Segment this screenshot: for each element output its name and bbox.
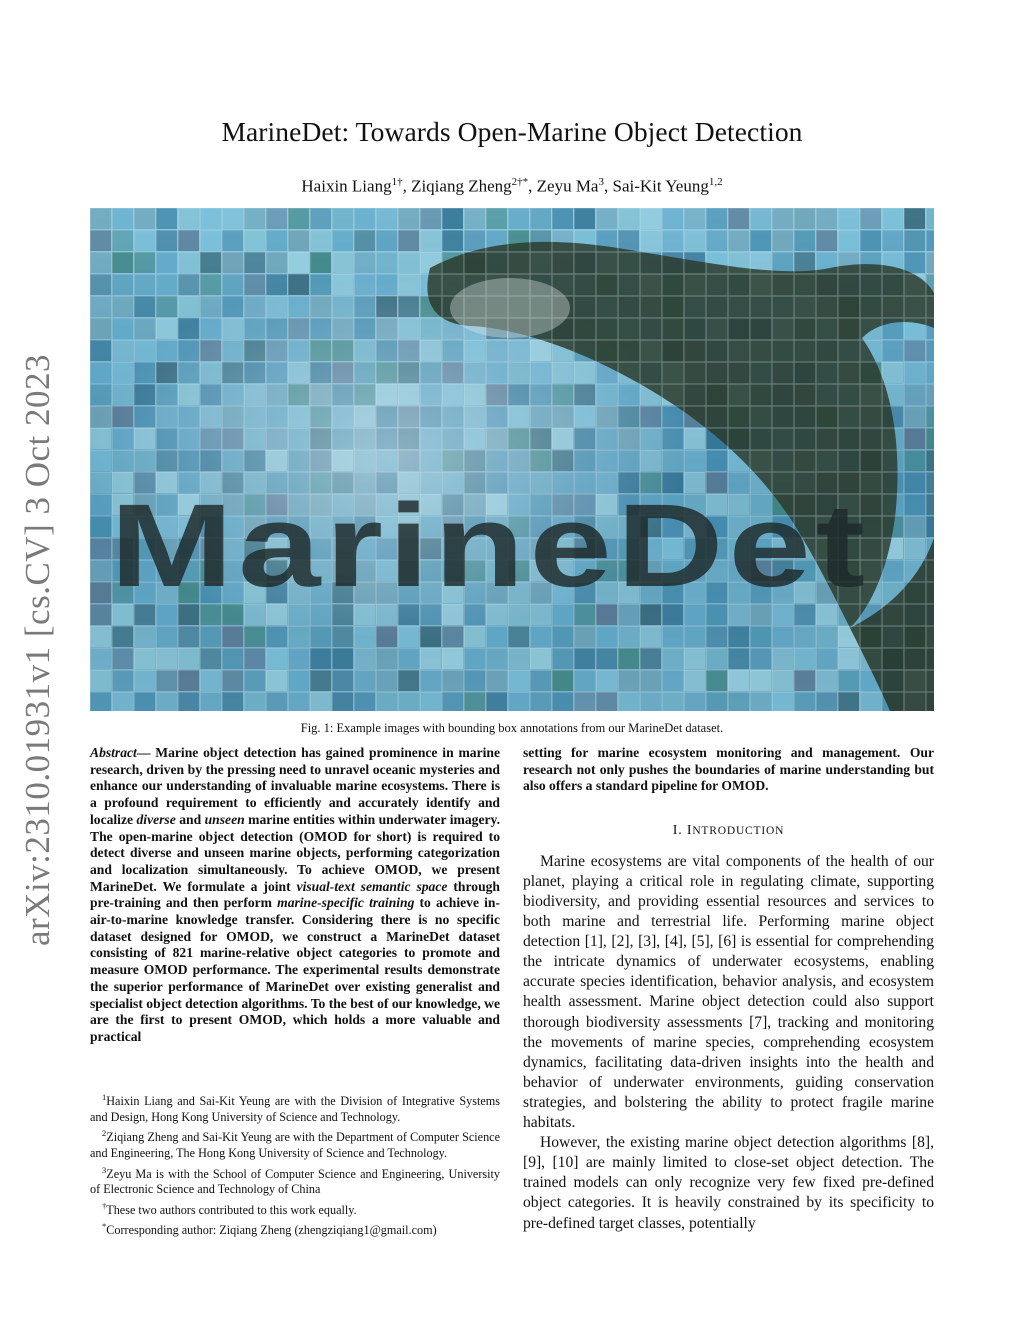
author-separator: , [402,176,412,196]
abstract-text: Marine object detection has gained prominence in marine research, driven by the pressing need to unravel oceanic mysteries and enhance our understanding of invaluable marine ecosystems. There is a profound requirement to efficiently and accurately identify and localize [90,745,500,827]
abstract-text: to achieve in-air-to-marine knowledge transfer. Considering there is no specific dataset designed for OMOD, we construct a MarineDet dataset consisting of 821 marine-relative object categories to promote and measure OMOD performance. The experimental results demonstrate the superior performance of MarineDet over existing generalist and specialist object detection algorithms. To the best of our knowledge, we are the first to present OMOD, which holds a more valuable and practical [90,895,500,1044]
footnote [90,1126,500,1161]
author-name: Sai-Kit Yeung [612,176,709,196]
abstract-emphasis: diverse [136,811,176,827]
mosaic-grid [90,208,934,711]
abstract-dash: — [136,745,151,760]
footnote-text: Haixin Liang and Sai-Kit Yeung are with the Division of Integrative Systems and Design, Hong Kong University of Science and Technology. [90,1094,500,1124]
arxiv-identifier: arXiv:2310.01931v1 [cs.CV] 3 Oct 2023 [18,353,57,947]
abstract-emphasis: marine-specific training [277,895,415,911]
author-separator: , [603,176,613,196]
abstract-text: marine entities within underwater imagery. The open-marine object detection (OMOD for short) is required to detect diverse and unseen marine objects, performing categorization and localization simultaneously. To achieve OMOD, we present MarineDet. We formulate a joint [90,811,500,894]
mosaic-image [90,208,934,711]
footnote-text: These two authors contributed to this work equally. [106,1202,357,1217]
footnote-text: Zeyu Ma is with the School of Computer Science and Engineering, University of Electronic Science and Technology of China [90,1166,500,1197]
abstract-text: through pre-training and then perform [90,878,500,911]
footnotes [90,1090,500,1240]
author-affiliation-mark: 1,2 [708,176,723,188]
footnote-text: Ziqiang Zheng and Sai-Kit Yeung are with the Department of Computer Science and Engineering, The Hong Kong University of Science and Technology. [90,1130,500,1160]
figure-caption: Fig. 1: Example images with bounding box annotations from our MarineDet dataset. [300,721,724,735]
abstract-text: and [175,811,205,827]
author-name: Ziqiang Zheng [411,176,512,196]
abstract-block [90,745,500,1046]
paper-title: MarineDet: Towards Open-Marine Object Detection [221,116,803,147]
section-initial: I [686,823,693,839]
section-numeral: I. [672,823,687,839]
section-heading [523,823,934,840]
author-name: Haixin Liang [301,176,392,196]
footnote [90,1090,500,1125]
footnote [90,1199,500,1219]
section-title-rest: NTRODUCTION [692,825,785,838]
abstract-emphasis: visual-text semantic space [296,878,448,894]
author-affiliation-mark: 2†* [511,176,529,188]
mosaic-watermark-text: MarineDet [110,480,870,612]
footnote-mark: * [102,1221,107,1232]
abstract-label: Abstract [90,745,137,760]
author-affiliation-mark: 3 [598,176,604,188]
footnote-mark: 2 [102,1128,107,1139]
footnote-mark: † [102,1200,107,1211]
footnote [90,1163,500,1198]
intro-paragraph: However, the existing marine object detection algorithms [8], [9], [10] are mainly limited to close-set object detection. The trained models can only recognize very few fixed pre-defined object categories. It is heavily constrained by its specificity to pre-defined target classes, potentially [523,1134,934,1232]
intro-paragraph: Marine ecosystems are vital components of the health of our planet, playing a critical role in regulating climate, supporting biodiversity, and providing essential resources and services to both marine and terrestrial life. Performing marine object detection [1], [2], [3], [4], [5], [6] is essential for comprehending the intricate dynamics of underwater ecosystems, enabling accurate species identification, behavior analysis, and ecosystem health assessment. Marine object detection could also support thorough biodiversity assessments [7], tracking and monitoring the movements of marine species, comprehending ecosystem dynamics, facilitating data-driven insights into the health and behavior of underwater environments, guiding conservation strategies, and bolstering the ability to protect fragile marine habitats. [523,852,934,1132]
footnote-mark: 3 [102,1164,107,1175]
author-affiliation-mark: 1† [391,176,403,188]
author-list [0,176,1024,197]
footnote-mark: 1 [102,1092,107,1102]
author-name: Zeyu Ma [536,176,599,196]
footnote-text: Corresponding author: Ziqiang Zheng (zhengziqiang1@gmail.com) [106,1223,437,1238]
footnote [90,1219,500,1239]
author-separator: , [528,176,537,196]
abstract-continuation: setting for marine ecosystem monitoring and management. Our research not only pushes the boundaries of marine understanding but also offers a standard pipeline for OMOD. [523,745,934,794]
introduction-body [523,852,934,1234]
right-column [523,745,934,1234]
mosaic-figure [90,208,934,711]
abstract-emphasis: unseen [204,811,245,827]
